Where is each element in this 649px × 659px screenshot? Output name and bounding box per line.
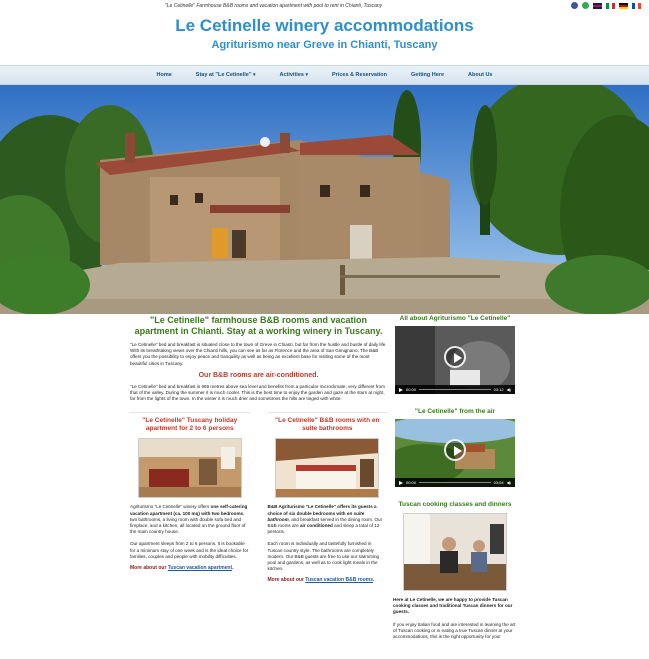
video-player-2[interactable] [395, 419, 515, 487]
chevron-down-icon: ▾ [252, 72, 256, 78]
video-player-1[interactable] [395, 326, 515, 394]
tripadvisor-icon[interactable] [582, 2, 589, 9]
aircon-heading: Our B&B rooms are air-conditioned. [198, 371, 319, 379]
site-header [0, 16, 649, 65]
nav-prices[interactable]: Prices & Reservation [332, 72, 388, 78]
bnb-text-2: Each room is individually and tastefully furnished in Tuscan country style. The bathrooms are completely modern. Our B&B guests are free to use our swimming pool and gardens, as well as to cook light meals in the kitchen. [267, 541, 380, 572]
sidebar [393, 315, 517, 640]
bnb-photo[interactable] [275, 438, 379, 498]
social-language-icons [571, 2, 641, 9]
site-title[interactable]: Le Cetinelle winery accommodations [175, 16, 474, 35]
video-progress-track[interactable] [419, 389, 491, 391]
video2-title: "Le Cetinelle" from the air [414, 408, 496, 415]
bnb-text-1: B&B Agriturismo "Le Cetinelle" offers its guests a choice of six double bedrooms with en suite bathroom, and breakfast served in the dining room. Our B&B rooms are air conditioned and sleep a total of 12 persons. [267, 504, 383, 535]
nav-about[interactable]: About Us [468, 72, 493, 78]
intro-paragraph: "Le Cetinelle" bed and breakfast is situated close to the town of Greve in Chianti, but far from the hustle and bustle of daily life. With its breathtaking views over the Chianti hills, you can see as far as Florence and the area of San Gimignano. The B&B offers you the possibility to enjoy peace and tranquility as well as being an excellent base for visiting some of the most beautiful cities in Tuscany. [130, 342, 387, 366]
play-icon[interactable] [399, 481, 403, 485]
nav-activities[interactable]: Activities ▾ [279, 72, 308, 78]
accommodation-columns [130, 412, 387, 583]
play-overlay-icon[interactable] [444, 346, 466, 368]
flag-de-icon[interactable] [619, 3, 628, 9]
nav-stay[interactable]: Stay at "Le Cetinelle" ▾ [195, 72, 256, 78]
apartment-photo[interactable] [138, 438, 242, 498]
cooking-text-1: Here at Le Cetinelle, we are happy to provide Tuscan cooking classes and traditional Tuscan dinners for our guests. [393, 597, 513, 615]
apartment-heading[interactable]: "Le Cetinelle" Tuscany holiday apartment for 2 to 6 persons [130, 412, 250, 433]
bnb-more: More about our Tuscan vacation B&B rooms. [267, 577, 375, 584]
main-navigation [0, 65, 649, 85]
apartment-text-1: Agriturismo "Le Cetinelle" winery offers one self-catering vacation apartment (ca. 100 mq) with two bedrooms, two bathrooms, a living room with double sofa bed and fireplace, and a kitchen, all located on the ground floor of the main country house. [130, 504, 248, 535]
cooking-photo[interactable] [403, 513, 507, 591]
flag-uk-icon[interactable] [593, 3, 602, 9]
site-tagline: "Le Cetinelle" Farmhouse B&B rooms and vacation apartment with pool to rent in Chianti, Tuscany [165, 2, 383, 9]
apartment-more: More about our Tuscan vacation apartment. [130, 565, 234, 572]
bnb-heading[interactable]: "Le Cetinelle" B&B rooms with en suite bathrooms [268, 412, 388, 433]
facebook-icon[interactable] [571, 2, 578, 9]
content-area [0, 311, 649, 659]
chevron-down-icon: ▾ [305, 72, 308, 78]
apartment-text-2: Our apartment sleeps from 2 to 6 persons. It is bookable for a minimum stay of one week and is the ideal choice for families, couples and people with mobility difficulties. [130, 541, 249, 559]
flag-it-icon[interactable] [606, 3, 615, 9]
apartment-column [130, 412, 250, 583]
cooking-title: Tuscan cooking classes and dinners [398, 501, 512, 508]
nav-home[interactable]: Home [156, 72, 172, 78]
volume-icon[interactable]: ◀) [506, 387, 511, 392]
play-overlay-icon[interactable] [444, 439, 466, 461]
nav-getting-here[interactable]: Getting Here [411, 72, 445, 78]
site-subtitle: Agriturismo near Greve in Chianti, Tuscany [211, 39, 438, 51]
flag-fr-icon[interactable] [632, 3, 641, 9]
main-column [130, 315, 387, 583]
play-icon[interactable] [399, 388, 403, 392]
top-bar [0, 0, 649, 11]
hero-farmhouse-image [0, 85, 649, 314]
apartment-more-link[interactable]: Tuscan vacation apartment [167, 565, 233, 572]
main-heading: "Le Cetinelle" farmhouse B&B rooms and vacation apartment in Chianti. Stay at a working winery in Tuscany. [134, 315, 383, 336]
bnb-column [268, 412, 388, 583]
video-progress-track[interactable] [419, 482, 491, 484]
cooking-text-2: If you enjoy Italian food and are interested in learning the art of Tuscan cooking or in eating a true Tuscan dinner at your accommodations, this is the right opportunity for you! [393, 621, 516, 640]
aircon-paragraph: "Le Cetinelle" bed and breakfast is 669 metres above sea level and benefits from a particular microclimate, very different from that of the valley. During the summer it is much cooler. This is the best time to enjoy the garden and gaze at the stars at night, far from the lights of the town. In the winter it is much drier and sometimes the hills are tinged with white. [130, 383, 385, 402]
volume-icon[interactable]: ◀) [506, 480, 511, 485]
video1-title: All about Agriturismo "Le Cetinelle" [399, 315, 511, 322]
video-controls: 00:00 03:12 ◀) [395, 385, 515, 394]
bnb-more-link[interactable]: Tuscan vacation B&B rooms [305, 577, 373, 584]
video-controls: 00:00 03:04 ◀) [395, 478, 515, 487]
